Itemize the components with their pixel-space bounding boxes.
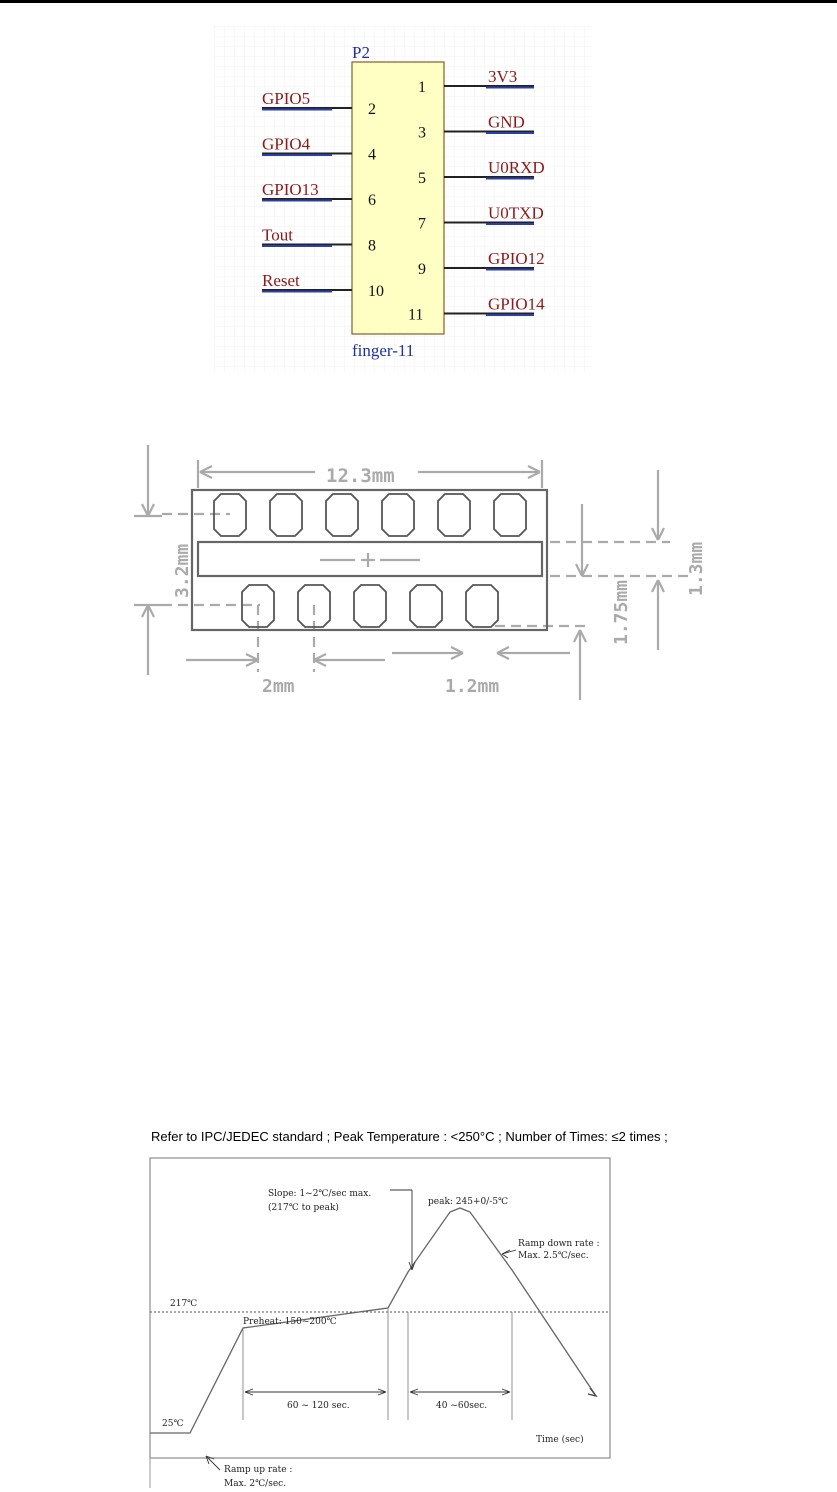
ramp-up-label-line2: Max. 2℃/sec. bbox=[224, 1479, 287, 1489]
pin-number: 7 bbox=[418, 215, 426, 233]
connector-body bbox=[352, 62, 444, 334]
dim-row-gap-label: 1.75mm bbox=[611, 579, 632, 645]
top-pad bbox=[270, 494, 302, 536]
pin-number: 1 bbox=[418, 79, 426, 96]
net-label: 3V3 bbox=[488, 67, 518, 86]
top-rule bbox=[0, 0, 837, 3]
schematic-figure bbox=[214, 26, 592, 372]
slope-label-line2: (217℃ to peak) bbox=[268, 1203, 339, 1213]
pin-number: 2 bbox=[368, 101, 376, 118]
net-label: U0TXD bbox=[488, 203, 544, 223]
ramp-down-label-line1: Ramp down rate : bbox=[518, 1239, 600, 1249]
net-label: GPIO5 bbox=[262, 89, 311, 108]
reflow-caption: Refer to IPC/JEDEC standard ; Peak Temperature : <250°C ; Number of Times: ≤2 times ; bbox=[151, 1129, 668, 1144]
net-label: GPIO4 bbox=[262, 134, 311, 154]
pin-number: 3 bbox=[418, 124, 426, 142]
bottom-pad-row bbox=[242, 585, 498, 627]
top-pad bbox=[326, 494, 358, 536]
preheat-label: Preheat: 150~200℃ bbox=[243, 1317, 337, 1327]
pin-number: 5 bbox=[418, 170, 426, 187]
top-pad bbox=[494, 494, 526, 536]
dim-pitch-label: 2mm bbox=[262, 676, 295, 697]
start-temp-label: 25℃ bbox=[162, 1419, 184, 1429]
top-pad-row bbox=[214, 494, 526, 536]
footprint-figure bbox=[130, 440, 720, 705]
pin-number: 11 bbox=[408, 306, 424, 324]
dimension-lines bbox=[134, 445, 690, 700]
preheat-duration-label: 60 ~ 120 sec. bbox=[287, 1401, 350, 1411]
dim-height-label: 3.2mm bbox=[172, 543, 193, 598]
callout-arrows bbox=[206, 1190, 516, 1470]
net-label: GND bbox=[488, 112, 525, 132]
net-label: GPIO14 bbox=[488, 294, 545, 314]
reflow-duration-label: 40 ~60sec. bbox=[436, 1401, 488, 1411]
reflow-profile-chart bbox=[140, 1150, 620, 1490]
net-label: U0RXD bbox=[488, 158, 545, 177]
pin-number: 6 bbox=[368, 192, 376, 209]
top-pad bbox=[382, 494, 414, 536]
component-designator: P2 bbox=[352, 43, 370, 62]
slope-label-line1: Slope: 1~2℃/sec max. bbox=[268, 1189, 372, 1199]
bottom-pad bbox=[466, 585, 498, 627]
dim-offset-label: 1.2mm bbox=[445, 676, 500, 697]
dim-width-label: 12.3mm bbox=[326, 465, 395, 487]
pin-number: 10 bbox=[368, 283, 384, 300]
net-label: Reset bbox=[262, 271, 300, 290]
pin-number: 8 bbox=[368, 237, 376, 255]
top-pad bbox=[438, 494, 470, 536]
duration-arrows bbox=[245, 1389, 510, 1395]
footprint-name: finger-11 bbox=[352, 341, 415, 360]
threshold-label: 217℃ bbox=[170, 1299, 198, 1309]
net-label: GPIO13 bbox=[262, 180, 319, 199]
pin-number: 9 bbox=[418, 261, 426, 278]
net-label: Tout bbox=[262, 225, 293, 245]
pin-number: 4 bbox=[368, 146, 376, 164]
x-axis-label: Time (sec) bbox=[536, 1435, 584, 1445]
peak-label: peak: 245+0/-5℃ bbox=[428, 1197, 509, 1207]
ramp-down-label-line2: Max. 2.5℃/sec. bbox=[518, 1251, 589, 1261]
net-label: GPIO12 bbox=[488, 249, 545, 268]
chart-frame bbox=[150, 1158, 610, 1458]
bottom-pad bbox=[410, 585, 442, 627]
dim-pad-height-label: 1.3mm bbox=[686, 541, 707, 596]
ramp-up-label-line1: Ramp up rate : bbox=[224, 1465, 293, 1475]
bottom-pad bbox=[354, 585, 386, 627]
